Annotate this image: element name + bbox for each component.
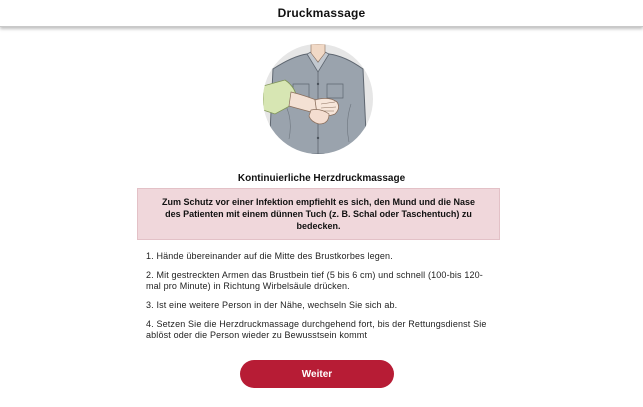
cpr-illustration	[263, 44, 373, 154]
cpr-hands-on-chest-illustration	[263, 44, 373, 154]
next-button[interactable]: Weiter	[240, 360, 394, 388]
infection-notice-text: Zum Schutz vor einer Infektion empfiehlt es sich, den Mund und die Nase des Patienten mit einem dünnen Tuch (z. B. Schal oder Taschentuch) zu bedecken.	[161, 197, 476, 231]
app-header	[0, 0, 643, 27]
page-title: Druckmassage	[277, 6, 366, 20]
list-item: 4. Setzen Sie die Herzdruckmassage durchgehend fort, bis der Rettungsdienst Sie ablöst oder die Person wieder zu Bewusstsein kommt	[146, 319, 487, 340]
section-subtitle: Kontinuierliche Herzdruckmassage	[237, 173, 406, 184]
infection-notice	[137, 188, 500, 240]
list-item: 3. Ist eine weitere Person in der Nähe, wechseln Sie sich ab.	[146, 300, 398, 310]
list-item: 1. Hände übereinander auf die Mitte des Brustkorbes legen.	[146, 251, 393, 261]
list-item: 2. Mit gestreckten Armen das Brustbein tief (5 bis 6 cm) und schnell (100-bis 120-mal pro Minute) in Richtung Wirbelsäule drücken.	[146, 270, 483, 291]
instruction-list	[146, 251, 496, 349]
